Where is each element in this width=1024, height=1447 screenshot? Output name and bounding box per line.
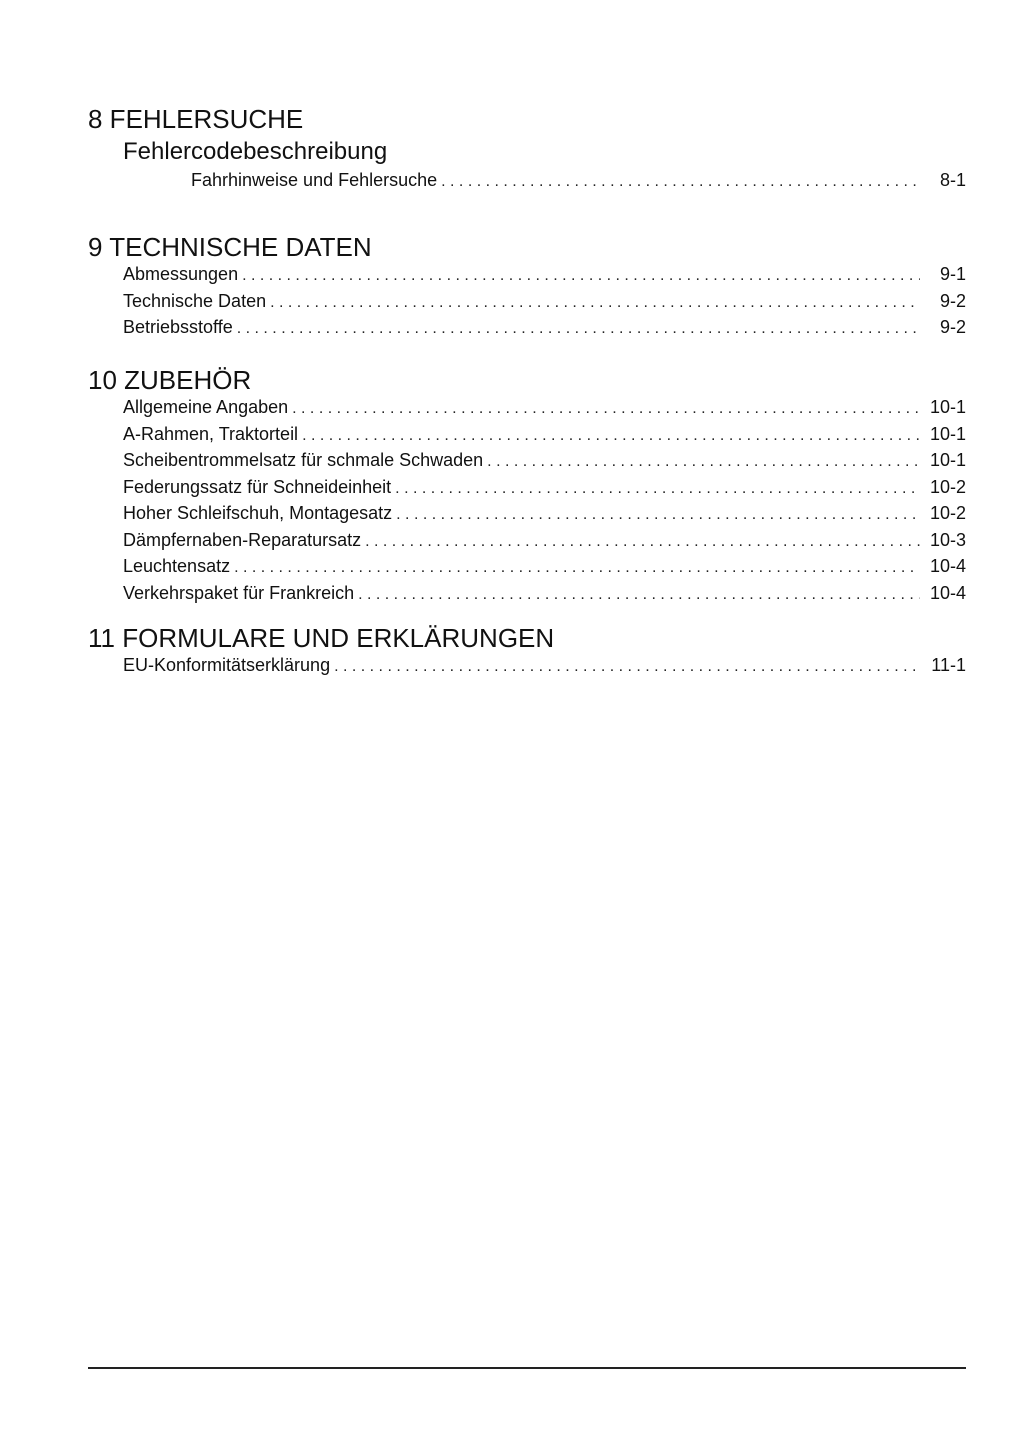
toc-entry-label: Allgemeine Angaben — [123, 397, 289, 417]
toc-entries — [88, 395, 966, 607]
toc-entry-label: Federungssatz für Schneideinheit — [123, 476, 392, 497]
toc-entry-page: 10-1 — [929, 423, 966, 444]
toc-entry-label: EU-Konformitätserklärung — [123, 655, 331, 675]
toc-entry-page: 10-1 — [929, 397, 966, 417]
chapter-title: 10 ZUBEHÖR — [88, 365, 252, 395]
toc-entry-label: Abmessungen — [123, 264, 239, 284]
toc-entry-page: 9-1 — [939, 264, 966, 284]
dot-leader — [242, 264, 920, 289]
dot-leader — [487, 450, 920, 475]
toc-entry[interactable] — [123, 554, 966, 581]
toc-entries — [88, 168, 966, 195]
toc-entry-label: Technische Daten — [123, 290, 267, 311]
chapter-10 — [88, 365, 966, 607]
toc-entry-label: Scheibentrommelsatz für schmale Schwaden — [123, 450, 484, 470]
toc-entry-page: 9-2 — [939, 317, 966, 337]
toc-entry-label: Leuchtensatz — [123, 556, 231, 576]
chapter-title: 9 TECHNISCHE DATEN — [88, 232, 372, 262]
dot-leader — [237, 317, 920, 342]
chapter-title: 11 FORMULARE UND ERKLÄRUNGEN — [88, 623, 555, 653]
toc-entry[interactable] — [123, 289, 966, 316]
toc-entry[interactable] — [123, 581, 966, 608]
toc-entry-label: Betriebsstoffe — [123, 317, 233, 337]
toc-entry[interactable] — [123, 475, 966, 502]
toc-entry-page: 10-2 — [929, 476, 966, 497]
toc-entry[interactable] — [123, 653, 966, 680]
dot-leader — [358, 583, 920, 608]
chapter-title: 8 FEHLERSUCHE — [88, 104, 304, 134]
dot-leader — [234, 556, 920, 581]
toc-entry[interactable] — [123, 448, 966, 475]
dot-leader — [334, 655, 920, 680]
toc-entry-page: 10-4 — [929, 582, 966, 603]
toc-entries — [88, 262, 966, 342]
toc-entry-page: 9-2 — [939, 290, 966, 311]
toc-entry-label: Verkehrspaket für Frankreich — [123, 582, 355, 603]
toc-entry-page: 10-4 — [929, 556, 966, 576]
dot-leader — [365, 530, 920, 555]
toc-entry[interactable] — [123, 315, 966, 342]
toc-entry-label: Fahrhinweise und Fehlersuche — [191, 170, 438, 190]
toc-entry-page: 8-1 — [939, 170, 966, 190]
chapter-11 — [88, 623, 966, 680]
toc-entry-label: Dämpfernaben-Reparatursatz — [123, 529, 362, 550]
toc-entry-label: A-Rahmen, Traktorteil — [123, 423, 299, 444]
dot-leader — [270, 291, 920, 316]
dot-leader — [292, 397, 920, 422]
chapter-9 — [88, 232, 966, 342]
toc-entry-page: 10-1 — [929, 450, 966, 470]
dot-leader — [302, 424, 920, 449]
dot-leader — [396, 503, 920, 528]
footer-rule — [88, 1367, 966, 1369]
toc-entry[interactable] — [191, 168, 966, 195]
chapter-8 — [88, 104, 966, 195]
dot-leader — [395, 477, 920, 502]
dot-leader — [441, 170, 920, 195]
toc-entry[interactable] — [123, 422, 966, 449]
toc-entry[interactable] — [123, 501, 966, 528]
toc-entries — [88, 653, 966, 680]
toc-entry[interactable] — [123, 395, 966, 422]
toc-entry-label: Hoher Schleifschuh, Montagesatz — [123, 503, 393, 523]
section-heading: Fehlercodebeschreibung — [123, 138, 388, 165]
toc-entry-page: 10-2 — [929, 503, 966, 523]
toc-entry-page: 11-1 — [931, 655, 966, 675]
toc-entry[interactable] — [123, 528, 966, 555]
toc-entry[interactable] — [123, 262, 966, 289]
toc-entry-page: 10-3 — [929, 529, 966, 550]
